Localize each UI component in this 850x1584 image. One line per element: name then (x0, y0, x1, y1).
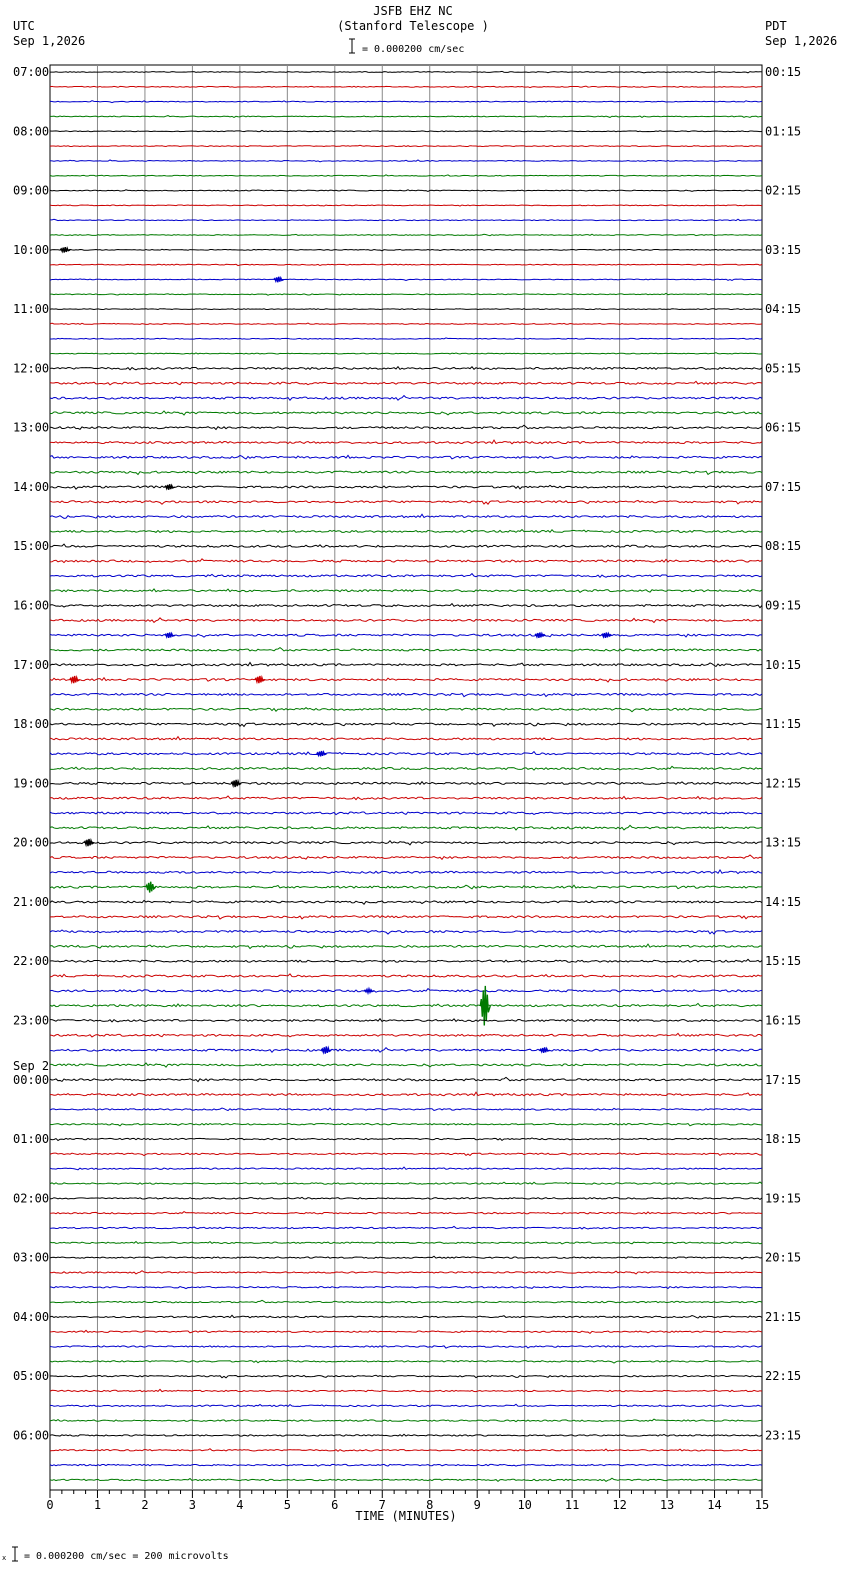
seismic-trace (50, 353, 762, 354)
utc-hour-label: 03:00 (13, 1250, 50, 1265)
seismic-trace (50, 916, 762, 919)
seismic-trace (50, 752, 762, 755)
trace-group (50, 71, 762, 1481)
utc-hour-label: 20:00 (13, 835, 50, 850)
seismic-trace (50, 160, 762, 162)
x-tick-label: 7 (378, 1498, 386, 1512)
seismic-trace (50, 678, 762, 682)
seismic-trace (50, 234, 762, 235)
seismic-trace (50, 455, 762, 459)
station-title: JSFB EHZ NC (373, 4, 453, 18)
x-tick-label: 4 (236, 1498, 244, 1512)
seismic-trace (50, 812, 762, 815)
pdt-hour-label: 21:15 (765, 1309, 802, 1324)
seismic-trace (50, 309, 762, 310)
seismic-trace (50, 425, 762, 429)
scale-label: = 0.000200 cm/sec (362, 44, 465, 55)
seismic-trace (50, 544, 762, 547)
seismic-trace (50, 885, 762, 889)
pdt-hour-label: 19:15 (765, 1191, 802, 1206)
seismic-trace (50, 130, 762, 131)
seismic-trace (50, 1226, 762, 1229)
x-tick-label: 10 (517, 1498, 532, 1512)
svg-text:x: x (2, 1554, 7, 1562)
seismic-trace (50, 381, 762, 385)
x-tick-label: 0 (46, 1498, 54, 1512)
pdt-hour-label: 00:15 (765, 65, 802, 79)
seismic-trace (50, 974, 762, 977)
utc-hour-label: 05:00 (13, 1369, 50, 1384)
seismic-trace (50, 411, 762, 415)
x-tick-label: 11 (564, 1498, 580, 1512)
footer-scale-icon (2, 1545, 22, 1563)
x-tick-label: 6 (331, 1498, 339, 1512)
x-tick-label: 14 (707, 1498, 722, 1512)
pdt-hour-label: 08:15 (765, 539, 802, 554)
seismic-trace (50, 471, 762, 474)
right-timezone: PDT (765, 19, 787, 33)
seismic-trace (50, 1167, 762, 1170)
seismic-trace (50, 279, 762, 281)
seismic-trace (50, 662, 762, 666)
seismic-trace (50, 989, 762, 993)
seismic-event (317, 751, 327, 756)
seismic-trace (50, 1019, 762, 1022)
pdt-hour-label: 03:15 (765, 242, 802, 257)
seismic-trace (50, 249, 762, 251)
utc-hour-label: 15:00 (13, 539, 50, 554)
seismic-event (364, 989, 374, 993)
seismic-trace (50, 86, 762, 87)
seismic-trace (50, 396, 762, 401)
seismic-trace (50, 1033, 762, 1037)
right-date: Sep 1,2026 (765, 34, 838, 48)
seismic-event (601, 633, 611, 638)
seismic-trace (50, 1478, 762, 1481)
seismic-trace (50, 559, 762, 563)
seismic-trace (50, 737, 762, 740)
seismic-trace (50, 855, 762, 859)
pdt-hour-label: 14:15 (765, 894, 802, 909)
utc-hour-label: 17:00 (13, 657, 50, 672)
pdt-hour-label: 09:15 (765, 598, 802, 613)
seismic-event (60, 247, 70, 252)
pdt-hour-label: 12:15 (765, 776, 802, 791)
utc-hour-label: 23:00 (13, 1013, 50, 1028)
seismic-trace (50, 648, 762, 651)
utc-hour-label: 02:00 (13, 1191, 50, 1206)
seismic-trace (50, 1271, 762, 1274)
seismic-trace (50, 1153, 762, 1156)
utc-hour-label: 10:00 (13, 242, 50, 257)
left-date: Sep 1,2026 (13, 34, 86, 48)
seismic-trace (50, 367, 762, 370)
seismic-trace (50, 264, 762, 265)
x-tick-label: 2 (141, 1498, 149, 1512)
utc-hour-label: 11:00 (13, 302, 50, 317)
seismic-trace (50, 219, 762, 220)
pdt-hour-label: 22:15 (765, 1369, 802, 1384)
seismic-trace (50, 145, 762, 146)
utc-hour-label: 16:00 (13, 598, 50, 613)
x-tick-label: 15 (754, 1498, 770, 1512)
pdt-hour-label: 18:15 (765, 1132, 802, 1147)
seismic-trace (50, 1315, 762, 1318)
seismic-trace (50, 944, 762, 948)
seismic-event (165, 484, 175, 489)
seismic-trace (50, 708, 762, 712)
seismic-trace (50, 870, 762, 874)
pdt-hour-label: 16:15 (765, 1013, 802, 1028)
seismic-trace (50, 1077, 762, 1081)
seismic-trace (50, 71, 762, 73)
station-location: (Stanford Telescope ) (337, 19, 489, 33)
seismic-trace (50, 1449, 762, 1452)
x-tick-label: 13 (659, 1498, 675, 1512)
pdt-hour-label: 04:15 (765, 302, 802, 317)
seismic-trace (50, 1048, 762, 1053)
seismic-trace (50, 1346, 762, 1348)
x-tick-label: 8 (426, 1498, 434, 1512)
seismic-event (165, 633, 175, 638)
seismic-trace (50, 589, 762, 592)
seismic-trace (50, 1287, 762, 1289)
pdt-hour-label: 23:15 (765, 1428, 802, 1443)
seismic-trace (50, 841, 762, 845)
seismic-trace (50, 782, 762, 785)
seismic-trace (50, 1360, 762, 1363)
pdt-hour-label: 10:15 (765, 657, 802, 672)
seismic-event (540, 1047, 550, 1052)
plot-frame (50, 65, 762, 1490)
seismic-trace (50, 1003, 762, 1006)
utc-hour-label: 21:00 (13, 894, 50, 909)
pdt-hour-label: 02:15 (765, 183, 802, 198)
seismic-event (274, 277, 284, 282)
seismic-trace (50, 1434, 762, 1436)
seismic-trace (50, 796, 762, 800)
pdt-hour-label: 07:15 (765, 479, 802, 494)
seismic-trace (50, 190, 762, 192)
seismic-trace (50, 500, 762, 504)
seismic-trace (50, 1330, 762, 1333)
seismic-trace (50, 1375, 762, 1378)
seismic-trace (50, 205, 762, 206)
utc-hour-label: 22:00 (13, 954, 50, 969)
day-marker-label: Sep 2 (13, 1058, 50, 1073)
seismic-trace (50, 116, 762, 118)
x-axis-label: TIME (MINUTES) (355, 1509, 457, 1523)
seismic-trace (50, 1300, 762, 1302)
footer-scale-label: = 0.000200 cm/sec = 200 microvolts (24, 1551, 229, 1562)
seismic-trace (50, 766, 762, 770)
seismic-trace (50, 514, 762, 518)
seismic-trace (50, 1197, 762, 1199)
pdt-hour-label: 05:15 (765, 361, 802, 376)
seismic-trace (50, 1404, 762, 1406)
x-tick-label: 9 (473, 1498, 481, 1512)
seismic-trace (50, 618, 762, 623)
pdt-hour-label: 11:15 (765, 717, 802, 732)
x-axis (46, 1490, 769, 1523)
x-tick-label: 3 (188, 1498, 197, 1512)
seismic-trace (50, 1212, 762, 1215)
seismic-trace (50, 634, 762, 637)
utc-hour-label: 08:00 (13, 124, 50, 139)
utc-hour-label: 01:00 (13, 1132, 50, 1147)
seismic-trace (50, 825, 762, 830)
plot-grid (50, 65, 762, 1490)
x-tick-label: 1 (93, 1498, 102, 1512)
utc-hour-label: 18:00 (13, 717, 50, 732)
utc-hour-label: 04:00 (13, 1309, 50, 1324)
seismic-trace (50, 530, 762, 533)
seismic-trace (50, 1138, 762, 1141)
seismic-trace (50, 693, 762, 696)
seismic-trace (50, 1256, 762, 1259)
seismic-trace (50, 1389, 762, 1391)
left-timezone: UTC (13, 19, 35, 33)
seismic-trace (50, 101, 762, 103)
seismic-event (535, 633, 545, 638)
seismic-trace (50, 1063, 762, 1067)
seismic-trace (50, 323, 762, 324)
seismic-trace (50, 175, 762, 176)
seismic-trace (50, 604, 762, 608)
seismic-trace (50, 1419, 762, 1422)
x-tick-label: 5 (283, 1498, 291, 1512)
utc-hour-label: 12:00 (13, 361, 50, 376)
seismic-trace (50, 930, 762, 934)
seismic-trace (50, 723, 762, 727)
pdt-hour-label: 15:15 (765, 954, 802, 969)
utc-hour-label: 13:00 (13, 420, 50, 435)
utc-hour-label: 07:00 (13, 65, 50, 79)
seismic-trace (50, 485, 762, 489)
pdt-hour-label: 20:15 (765, 1250, 802, 1265)
utc-hour-label: 14:00 (13, 479, 50, 494)
seismic-trace (50, 1464, 762, 1466)
x-tick-label: 12 (612, 1498, 627, 1512)
seismic-trace (50, 1242, 762, 1244)
seismic-trace (50, 1124, 762, 1126)
pdt-hour-label: 01:15 (765, 124, 802, 139)
utc-hour-label: 09:00 (13, 183, 50, 198)
seismic-trace (50, 900, 762, 904)
seismic-trace (50, 338, 762, 340)
utc-hour-label: 19:00 (13, 776, 50, 791)
seismic-trace (50, 440, 762, 444)
seismic-trace (50, 1108, 762, 1111)
seismic-trace (50, 1182, 762, 1184)
utc-hour-label: 06:00 (13, 1428, 50, 1443)
pdt-hour-label: 13:15 (765, 835, 802, 850)
seismic-trace (50, 293, 762, 295)
seismic-trace (50, 574, 762, 578)
seismic-trace (50, 959, 762, 962)
utc-hour-label: 00:00 (13, 1072, 50, 1087)
pdt-hour-label: 17:15 (765, 1072, 802, 1087)
pdt-hour-label: 06:15 (765, 420, 802, 435)
seismic-trace (50, 1092, 762, 1096)
